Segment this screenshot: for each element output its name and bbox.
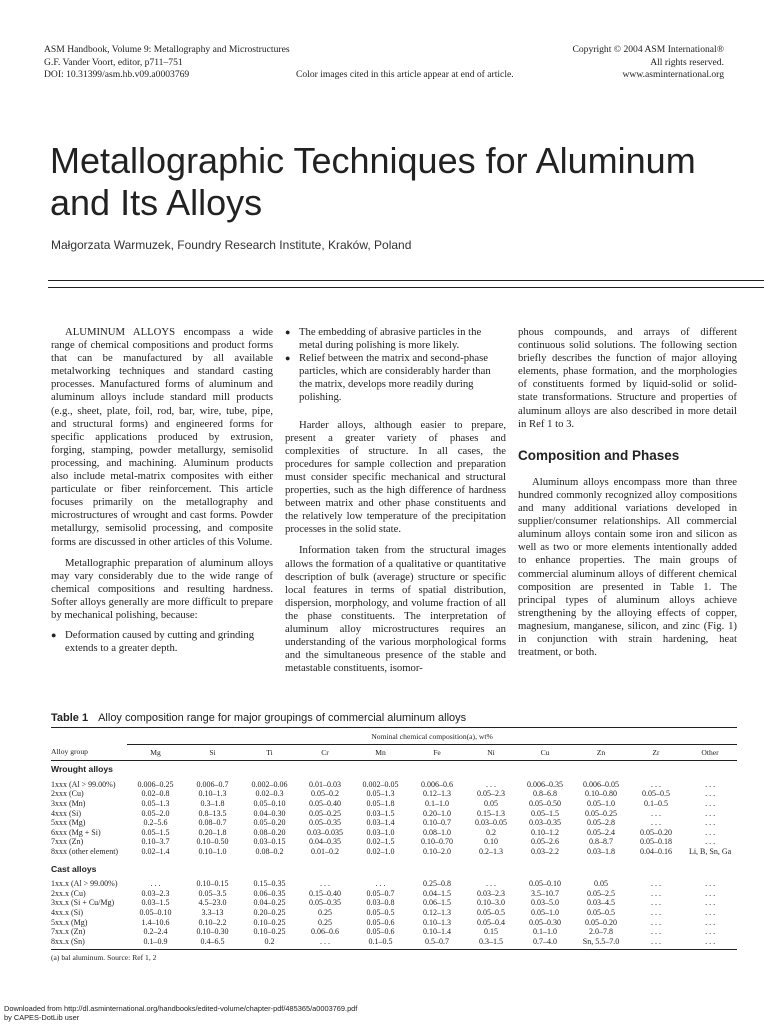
cell-zn: 0.03–1.8 <box>587 846 615 856</box>
cell-zn: 0.05–2.5 <box>587 888 615 898</box>
header-copyright-line: Copyright © 2004 ASM International® <box>572 44 724 55</box>
download-user-line: by CAPES-DotLib user <box>4 1013 80 1022</box>
alloy-group-cell: 7xxx (Zn) <box>51 837 84 847</box>
cell-zn: 0.05 <box>594 879 608 889</box>
prep-paragraph: Metallographic preparation of aluminum alloys may vary considerably due to the wide range of chemical compositions and resulting hardness. Softer alloys generally are more difficult to prepare by mechanical polishing, because: <box>51 556 273 621</box>
alloy-group-cell: 6xxx (Mg + Si) <box>51 827 101 837</box>
header-doi: DOI: 10.31399/asm.hb.v09.a0003769 <box>44 69 190 81</box>
cell-zn: 2.0–7.8 <box>589 927 613 937</box>
cell-ti: 0.2 <box>241 937 298 950</box>
isomorphous-paragraph: phous compounds, and arrays of different continuous solid solutions. The following section briefly describes the function of major alloying elements, phase formation, and the morphologies of constituents formed by liquid-solid or solid-state transformations. Structure and properties of aluminum alloys are also described in more detail in Ref 1 to 3. <box>518 326 737 430</box>
column-header-fe: Fe <box>409 744 465 761</box>
cell-other: . . . <box>705 898 716 908</box>
alloy-group-cell: 5xxx (Mg) <box>51 818 86 828</box>
column-header-cr: Cr <box>298 744 352 761</box>
cell-mn: 0.002–0.05 <box>362 779 399 789</box>
cell-fe: 0.10–1.4 <box>423 927 451 937</box>
column-header-zn: Zn <box>573 744 629 761</box>
cell-fe: 0.25–0.8 <box>423 879 451 889</box>
composition-header: Nominal chemical composition(a), wt% <box>127 728 737 745</box>
cell-cr: 0.06–0.6 <box>311 927 339 937</box>
bullet-relief: ● Relief between the matrix and second-phase particles, which are considerably harder than the matrix, develops more readily during polishing. <box>285 352 506 404</box>
cast-alloys-heading: Cast alloys <box>51 863 97 874</box>
cell-cu: 0.10–1.2 <box>531 827 559 837</box>
cell-ti: 0.08–0.2 <box>255 846 284 856</box>
cell-cr: 0.15–0.40 <box>309 888 341 898</box>
header-volume: ASM Handbook, Volume 9: Metallography and Microstructures <box>44 44 290 55</box>
difficulty-list <box>51 629 273 655</box>
cell-other: . . . <box>705 907 716 917</box>
intro-paragraph: ALUMINUM ALLOYS encompass a wide range of chemical compositions and product forms that can be manufactured by all available metalworking techniques and standard casting processes. Manufactured forms of aluminum and aluminum alloys include standard mill products (e.g., sheet, plate, foil, rod, bar, wire, tube, pipe, and structural forms) and engineered forms for specific applications produced by extrusion, forging, stamping, powder metallurgy, semisolid processing, and machining. Aluminum products also include metal-matrix composites with either particulate or fiber reinforcement. This article focuses primarily on the metallography and microstructures of wrought and cast forms. Powder metallurgy, semisolid processing, and composite forms are discussed in other articles of this Volume. <box>51 326 273 548</box>
cell-ni: . . . <box>486 779 496 789</box>
cell-cu: 0.03–5.0 <box>531 898 559 908</box>
article-title: Metallographic Techniques for Aluminum and Its Alloys <box>50 140 696 223</box>
column-header-zr: Zr <box>629 744 683 761</box>
cell-other: . . . <box>705 789 716 799</box>
cell-si: 0.4–6.5 <box>184 937 241 950</box>
header-citation <box>44 44 290 82</box>
cell-cr: 0.25 <box>318 917 332 927</box>
table-row <box>51 780 737 790</box>
cell-fe: 0.12–1.3 <box>423 907 451 917</box>
cell-other: . . . <box>705 798 716 808</box>
alloy-group-cell: 1xx.x (Al > 99.00%) <box>51 879 118 889</box>
table-row <box>51 937 737 950</box>
cell-si: 0.20–1.8 <box>198 827 227 837</box>
table-row <box>51 918 737 928</box>
cell-ti: 0.04–0.25 <box>253 898 286 908</box>
cell-cr: 0.04–0.35 <box>309 837 341 847</box>
cell-zr: 0.05–0.18 <box>640 837 672 847</box>
alloy-group-cell: 3xxx (Mn) <box>51 798 86 808</box>
alloy-group-cell: 5xx.x (Mg) <box>51 917 88 927</box>
cell-zr: . . . <box>651 898 661 908</box>
cell-mn: 0.03–1.4 <box>366 818 395 828</box>
table-number: Table 1 <box>51 712 89 724</box>
table-row <box>51 837 737 847</box>
cell-si: 3.3–13 <box>201 907 224 917</box>
column-header-mn: Mn <box>352 744 409 761</box>
cell-zn: Sn, 5.5–7.0 <box>573 937 629 950</box>
cell-cu: 0.1–1.0 <box>533 927 557 937</box>
cell-ni: 0.15–1.3 <box>477 808 505 818</box>
cell-fe: 0.5–0.7 <box>409 937 465 950</box>
cell-cr: 0.01–0.03 <box>309 779 341 789</box>
cell-si: 0.8–13.5 <box>198 808 227 818</box>
cell-other: . . . <box>705 879 716 889</box>
cell-fe: 0.006–0.6 <box>421 779 453 789</box>
table-row <box>51 799 737 809</box>
bullet-deformation: ● Deformation caused by cutting and grinding extends to a greater depth. <box>51 629 273 655</box>
body-column-2 <box>285 326 506 675</box>
cell-cr: . . . <box>298 937 352 950</box>
cell-fe: 0.20–1.0 <box>423 808 451 818</box>
cell-cu: 0.05–1.5 <box>531 808 559 818</box>
cell-mg: 0.05–1.5 <box>141 827 170 837</box>
cell-ni: 0.05–0.4 <box>477 917 505 927</box>
cell-si: 0.10–1.0 <box>198 846 227 856</box>
cell-mn: 0.05–1.8 <box>366 798 395 808</box>
title-rule-bottom <box>48 287 764 288</box>
cell-zn: 0.05–2.8 <box>587 818 615 828</box>
cell-cu: 3.5–10.7 <box>531 888 559 898</box>
cell-mn: 0.03–0.8 <box>366 898 395 908</box>
cell-zr: . . . <box>651 917 661 927</box>
cell-other: . . . <box>705 888 716 898</box>
cell-mg: 0.2–5.6 <box>143 818 168 828</box>
cell-ni: 0.2–1.3 <box>479 846 503 856</box>
cell-other: . . . <box>705 927 716 937</box>
header-website-link[interactable]: www.asminternational.org <box>622 69 724 81</box>
composition-paragraph: Aluminum alloys encompass more than three hundred commonly recognized alloy compositions and many additional variations developed in supplier/consumer relationships. All commercial aluminum alloys contain some iron and silicon as well as two or more elements intentionally added to enhance properties. The main groups of commercial aluminum alloys of different chemical composition are presented in Table 1. The principal types of aluminum alloys achieve strengthening by the alloying effects of copper, magnesium, manganese, silicon, and zinc (Fig. 1) in conjunction with strain hardening, heat treatment, or both. <box>518 475 737 659</box>
table-caption-text: Alloy composition range for major groupings of commercial aluminum alloys <box>98 712 467 724</box>
cell-cu: 0.05–0.10 <box>529 879 561 889</box>
header-editor: G.F. Vander Voort, editor, p711–751 <box>44 56 183 68</box>
cell-ti: 0.06–0.35 <box>253 888 286 898</box>
cell-ti: 0.02–0.3 <box>255 789 284 799</box>
cell-zn: 0.006–0.05 <box>583 779 619 789</box>
cell-cr: 0.01–0.2 <box>311 846 339 856</box>
column-header-ni: Ni <box>465 744 517 761</box>
cell-si: 4.5–23.0 <box>198 898 227 908</box>
difficulty-list-continued <box>285 326 506 405</box>
cell-ni: 0.3–1.5 <box>465 937 517 950</box>
column-header-mg: Mg <box>127 744 184 761</box>
cell-si: 0.3–1.8 <box>200 798 225 808</box>
cell-cr: 0.05–0.40 <box>309 798 341 808</box>
cell-cu: 0.03–2.2 <box>531 846 559 856</box>
cell-other: . . . <box>705 779 716 789</box>
cell-fe: 0.1–1.0 <box>425 798 449 808</box>
cell-ni: 0.05–2.3 <box>477 789 505 799</box>
title-rule-top <box>48 280 764 281</box>
body-column-1 <box>51 326 273 655</box>
cell-zn: 0.10–0.80 <box>585 789 617 799</box>
table-footnote: (a) bal aluminum. Source: Ref 1, 2 <box>51 953 157 963</box>
cell-mg: 0.03–2.3 <box>141 888 170 898</box>
cell-cu: 0.006–0.35 <box>527 779 563 789</box>
cell-zr: 0.05–0.20 <box>640 827 672 837</box>
cell-mn: 0.03–1.5 <box>366 808 395 818</box>
cell-other: Li, B, Sn, Ga <box>688 846 732 856</box>
cell-cr: 0.05–0.35 <box>309 898 341 908</box>
cell-other: . . . <box>705 818 716 828</box>
body-column-3 <box>518 326 737 659</box>
alloy-group-cell: 8xxx (other element) <box>51 846 119 856</box>
cell-ti: 0.15–0.35 <box>253 879 286 889</box>
cell-zr: . . . <box>629 937 683 950</box>
cell-cu: 0.03–0.35 <box>529 818 561 828</box>
cell-cu: 0.05–2.6 <box>531 837 559 847</box>
alloy-group-cell: 7xx.x (Zn) <box>51 927 86 937</box>
cell-other: . . . <box>705 827 716 837</box>
cell-zr: 0.05–0.5 <box>642 789 670 799</box>
column-header-ti: Ti <box>241 744 298 761</box>
table-row <box>51 898 737 908</box>
alloy-group-cell: 2xx.x (Cu) <box>51 888 86 898</box>
cell-cr: 0.03–0.035 <box>307 827 343 837</box>
cell-ni: 0.10–3.0 <box>477 898 505 908</box>
cell-mn: 0.02–1.0 <box>366 846 395 856</box>
cell-mn: 0.1–0.5 <box>352 937 409 950</box>
cell-mn: . . . <box>375 879 386 889</box>
cell-mn: 0.03–1.0 <box>366 827 395 837</box>
cell-ti: 0.08–0.20 <box>253 827 286 837</box>
cell-ni: 0.03–0.05 <box>475 818 507 828</box>
cell-ni: 0.05–0.5 <box>477 907 505 917</box>
section-heading: Composition and Phases <box>518 447 680 463</box>
cell-cu: 0.7–4.0 <box>517 937 573 950</box>
cell-cr: 0.05–0.35 <box>309 818 341 828</box>
table-row <box>51 908 737 918</box>
header-rights-line: All rights reserved. <box>650 56 724 68</box>
alloy-group-header: Alloy group <box>51 744 127 761</box>
cell-ti: 0.10–0.25 <box>253 917 286 927</box>
cell-other: . . . <box>705 917 716 927</box>
cell-cu: 0.05–0.50 <box>529 798 561 808</box>
cell-mn: 0.05–0.5 <box>366 907 395 917</box>
cell-zn: 0.8–8.7 <box>589 837 613 847</box>
structural-images-paragraph: Information taken from the structural images allows the formation of a qualitative or quantitative description of bulk (average) structure or specific local features in terms of spatial distribution, dispersion, morphology, and volume fraction of all the phase constituents. The interpretation of aluminum alloy microstructures requires an understanding of the various morphological forms and the simultaneous presence of the stable and metastable constituents, isomor- <box>285 544 506 675</box>
cell-zr: 0.04–0.16 <box>640 846 672 856</box>
cell-cr: 0.05–0.2 <box>311 789 339 799</box>
cell-other: . . . <box>683 937 737 950</box>
cell-ti: 0.05–0.20 <box>253 818 286 828</box>
cell-cu: 0.05–0.30 <box>529 917 561 927</box>
cell-mg: 0.2–2.4 <box>143 927 168 937</box>
cell-zn: 0.03–4.5 <box>587 898 615 908</box>
cell-mn: 0.05–0.6 <box>366 917 395 927</box>
cell-mg: 0.1–0.9 <box>127 937 184 950</box>
header-copyright <box>572 44 724 82</box>
cell-zn: 0.05–2.4 <box>587 827 615 837</box>
cell-fe: 0.10–1.3 <box>423 917 451 927</box>
cell-zr: . . . <box>651 907 661 917</box>
cell-zn: 0.05–1.0 <box>587 798 615 808</box>
table-row <box>51 879 737 889</box>
cell-ti: 0.002–0.06 <box>251 779 288 789</box>
cell-mg: . . . <box>150 879 161 889</box>
cell-ti: 0.03–0.15 <box>253 837 286 847</box>
cell-mg: 0.02–1.4 <box>141 846 170 856</box>
cell-zn: 0.05–0.5 <box>587 907 615 917</box>
header-color-note: Color images cited in this article appear at end of article. <box>296 69 514 80</box>
cell-zr: . . . <box>651 879 661 889</box>
table-row <box>51 828 737 838</box>
cell-fe: 0.04–1.5 <box>423 888 451 898</box>
cell-si: 0.10–1.3 <box>198 789 227 799</box>
cell-zr: . . . <box>651 818 661 828</box>
cell-ni: 0.2 <box>486 827 496 837</box>
cell-zr: . . . <box>651 927 661 937</box>
cell-mg: 0.10–3.7 <box>141 837 170 847</box>
cell-si: 0.10–0.50 <box>196 837 229 847</box>
cell-zn: 0.05–0.20 <box>585 917 617 927</box>
cell-ti: 0.10–0.25 <box>253 927 286 937</box>
table-row <box>51 818 737 828</box>
cell-cr: . . . <box>320 879 330 889</box>
alloy-group-cell: 4xx.x (Si) <box>51 907 83 917</box>
cell-mg: 1.4–10.6 <box>141 917 170 927</box>
cell-si: 0.10–2.2 <box>198 917 227 927</box>
cell-cu: 0.8–6.8 <box>533 789 557 799</box>
table-caption <box>51 712 466 724</box>
cell-si: 0.05–3.5 <box>198 888 227 898</box>
cell-mn: 0.05–0.6 <box>366 927 395 937</box>
column-header-si: Si <box>184 744 241 761</box>
cell-fe: 0.06–1.5 <box>423 898 451 908</box>
cell-si: 0.10–0.15 <box>196 879 229 889</box>
cell-other: . . . <box>705 808 716 818</box>
column-header-other: Other <box>683 744 737 761</box>
cell-mg: 0.02–0.8 <box>141 789 170 799</box>
cell-ni: 0.03–2.3 <box>477 888 505 898</box>
alloy-group-cell: 8xx.x (Sn) <box>51 937 127 950</box>
table-row <box>51 809 737 819</box>
alloy-composition-table-wrap <box>51 727 737 962</box>
wrought-alloys-heading: Wrought alloys <box>51 764 113 775</box>
cell-cu: 0.05–1.0 <box>531 907 559 917</box>
cell-fe: 0.10–0.7 <box>423 818 451 828</box>
cell-zr: . . . <box>651 888 661 898</box>
cell-fe: 0.10–2.0 <box>423 846 451 856</box>
cell-mn: 0.05–0.7 <box>366 888 395 898</box>
cell-mn: 0.05–1.3 <box>366 789 395 799</box>
cell-zr: . . . <box>651 779 661 789</box>
cell-ti: 0.04–0.30 <box>253 808 286 818</box>
alloy-group-cell: 2xxx (Cu) <box>51 789 84 799</box>
cell-ni: . . . <box>486 879 496 889</box>
cell-si: 0.10–0.30 <box>196 927 229 937</box>
bullet-embedding: ● The embedding of abrasive particles in the metal during polishing is more likely. <box>285 326 506 352</box>
cell-fe: 0.12–1.3 <box>423 789 451 799</box>
cell-mg: 0.05–0.10 <box>139 907 172 917</box>
cell-ni: 0.05 <box>484 798 498 808</box>
cell-cr: 0.25 <box>318 907 332 917</box>
cell-si: 0.08–0.7 <box>198 818 227 828</box>
cell-ni: 0.15 <box>484 927 498 937</box>
cell-other: . . . <box>705 837 716 847</box>
cell-cr: 0.05–0.25 <box>309 808 341 818</box>
cell-ti: 0.20–0.25 <box>253 907 286 917</box>
table-row <box>51 847 737 861</box>
alloy-group-cell: 4xxx (Si) <box>51 808 81 818</box>
cell-mg: 0.03–1.5 <box>141 898 170 908</box>
cell-mg: 0.05–1.3 <box>141 798 170 808</box>
cell-fe: 0.10–0.70 <box>421 837 453 847</box>
download-source-line: Downloaded from http://dl.asminternational.org/handbooks/edited-volume/chapter-pdf/485365/a0003769.pdf <box>4 1004 358 1013</box>
cell-mg: 0.05–2.0 <box>141 808 170 818</box>
cell-mn: 0.02–1.5 <box>366 837 395 847</box>
cell-si: 0.006–0.7 <box>196 779 229 789</box>
download-footer <box>4 1004 357 1022</box>
table-row <box>51 889 737 899</box>
table-row <box>51 927 737 937</box>
cell-ti: 0.05–0.10 <box>253 798 286 808</box>
cell-mg: 0.006–0.25 <box>137 779 174 789</box>
table-row <box>51 789 737 799</box>
article-author: Małgorzata Warmuzek, Foundry Research Institute, Kraków, Poland <box>51 238 412 252</box>
cell-zr: 0.1–0.5 <box>644 798 668 808</box>
cell-zr: . . . <box>651 808 661 818</box>
cell-ni: 0.10 <box>484 837 498 847</box>
cell-fe: 0.08–1.0 <box>423 827 451 837</box>
alloy-group-cell: 3xx.x (Si + Cu/Mg) <box>51 898 115 908</box>
harder-alloys-paragraph: Harder alloys, although easier to prepare, present a greater variety of phases and complexities of structure. In all cases, the procedures for sample collection and preparation must consider specific mechanical and structural properties, such as the high difference of hardness between matrix and other phase constituents and the relatively low temperature of the precipitation processes in the solid state. <box>285 418 506 536</box>
column-header-cu: Cu <box>517 744 573 761</box>
alloy-composition-table <box>51 727 737 950</box>
cell-zn: 0.05–0.25 <box>585 808 617 818</box>
alloy-group-cell: 1xxx (Al > 99.00%) <box>51 779 116 789</box>
